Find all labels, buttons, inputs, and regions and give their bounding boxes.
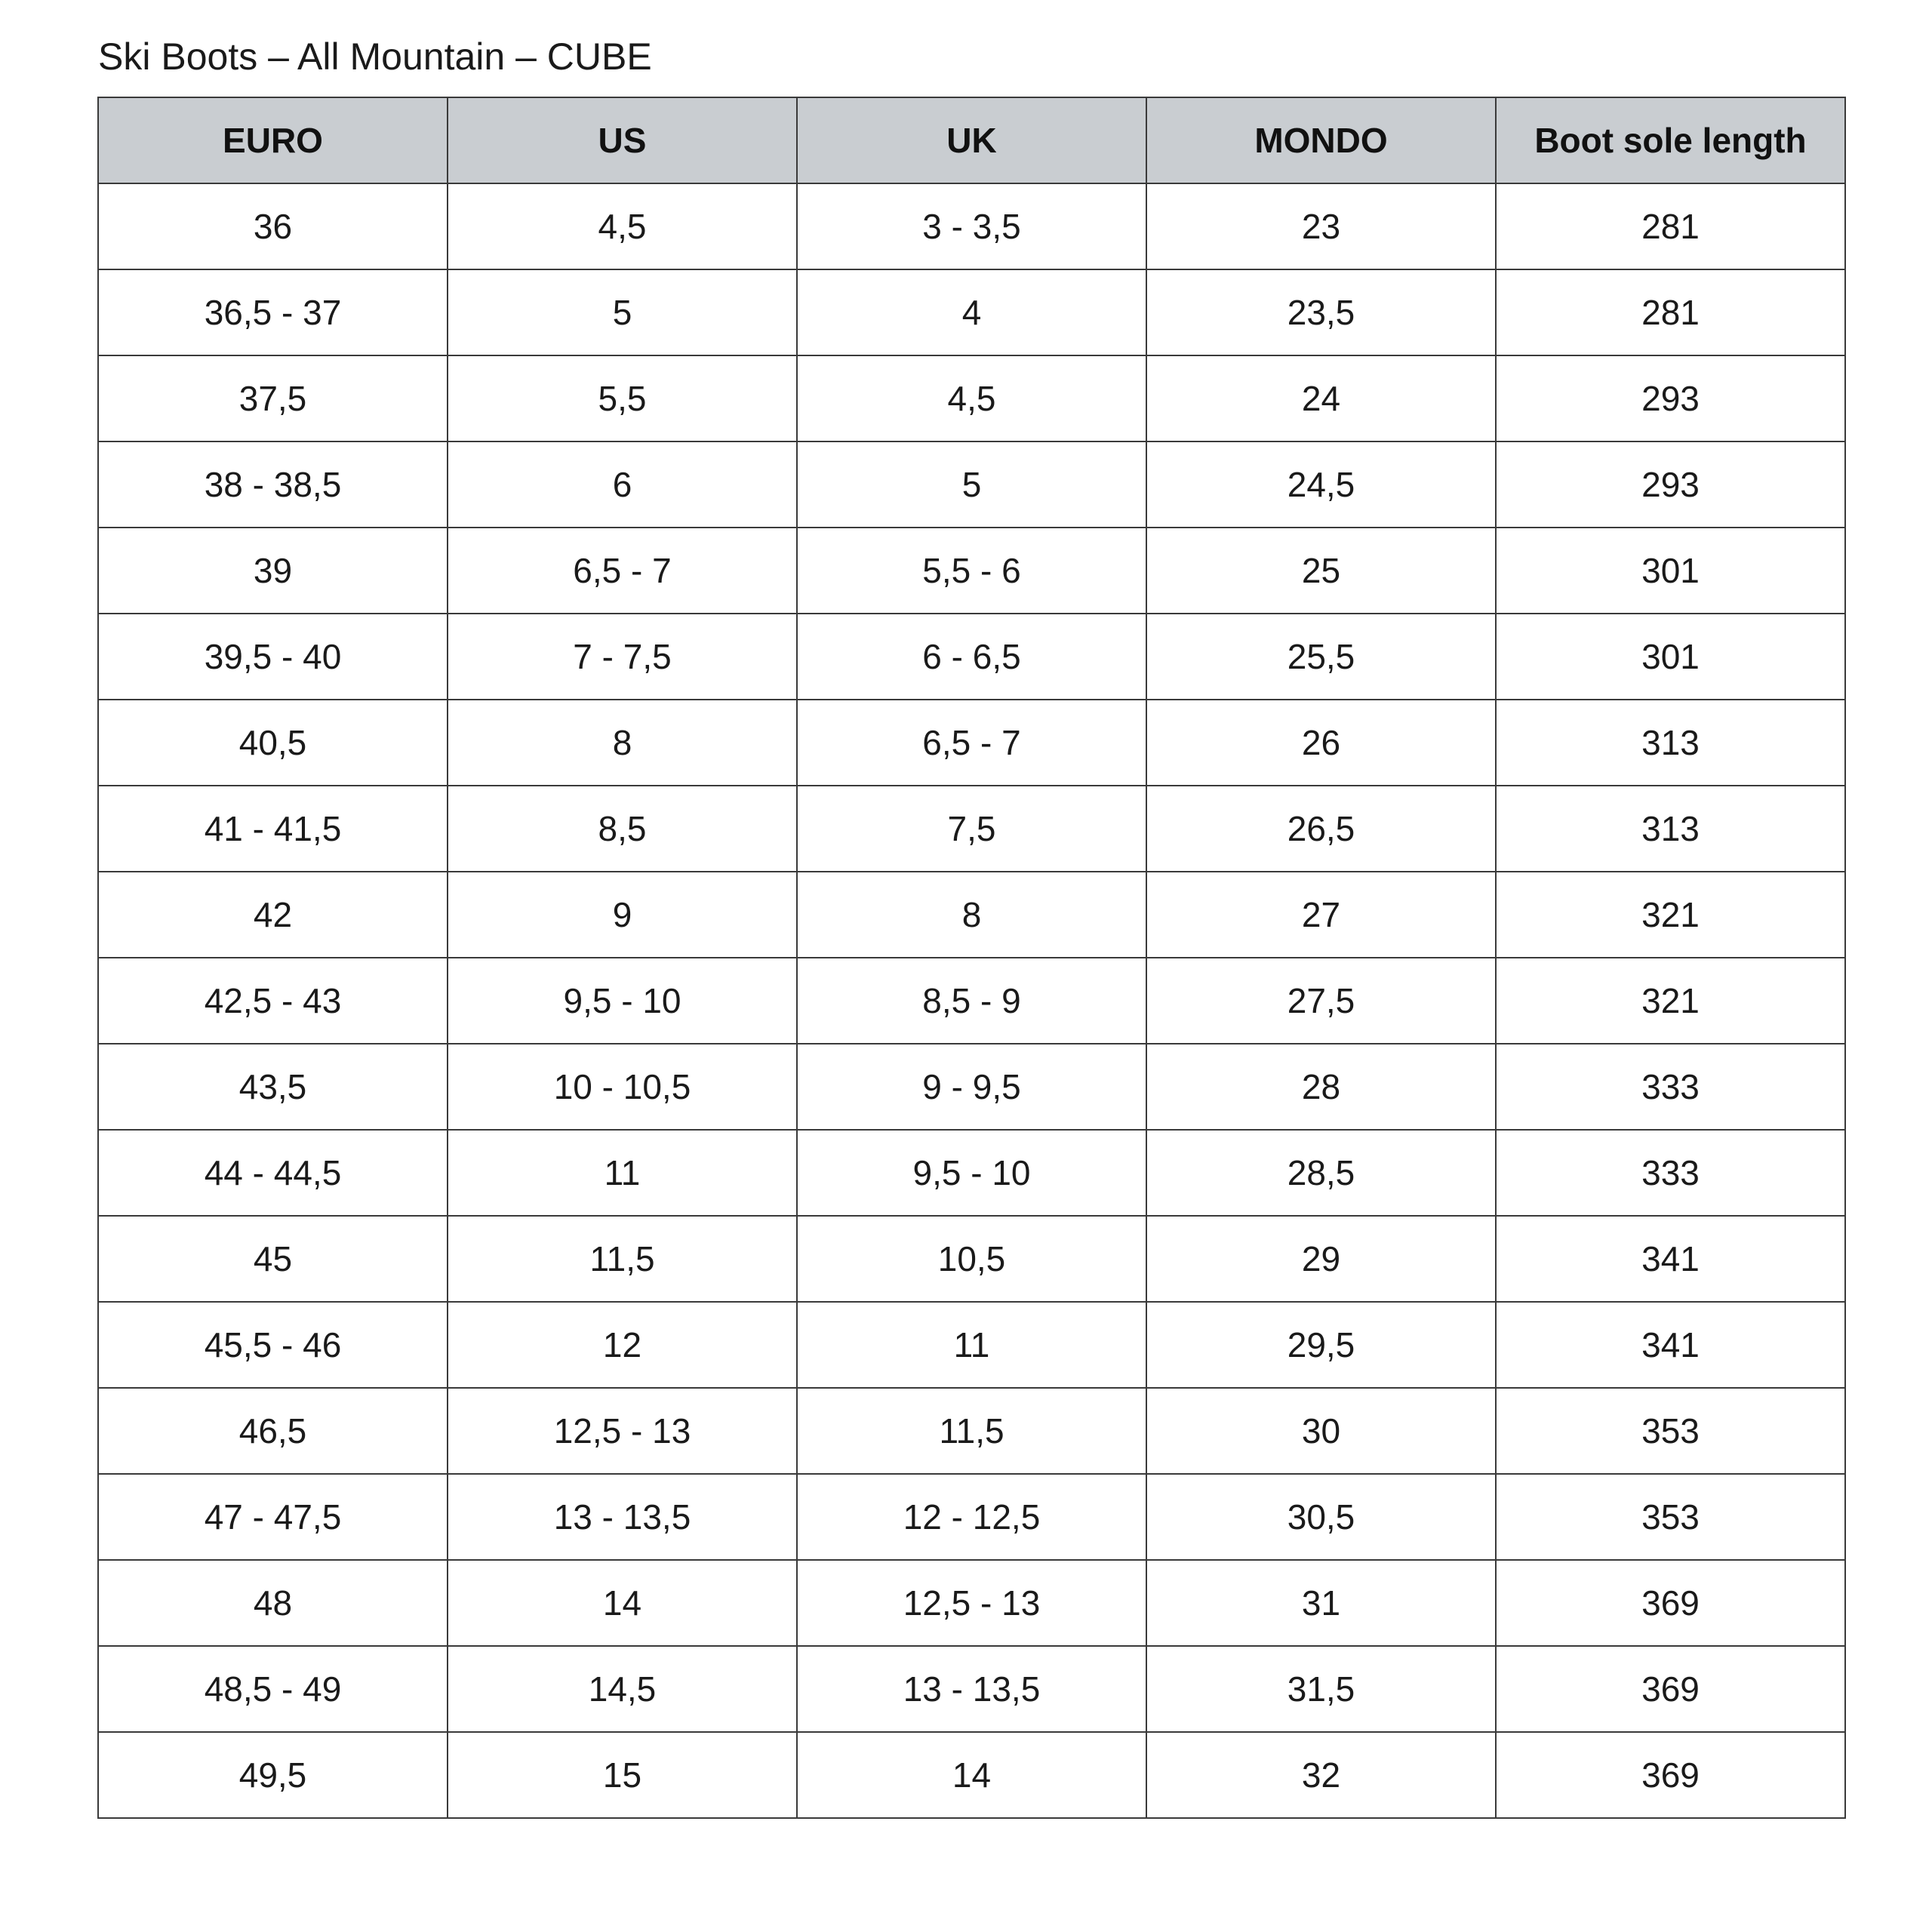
header-us: US: [448, 97, 797, 183]
header-euro: EURO: [98, 97, 448, 183]
euro-cell: 39: [98, 528, 448, 614]
table-row: [98, 269, 1845, 355]
uk-cell: 13 - 13,5: [797, 1646, 1146, 1732]
boot-sole-length-cell: 293: [1496, 441, 1845, 528]
us-cell: 11,5: [448, 1216, 797, 1302]
uk-cell: 4: [797, 269, 1146, 355]
euro-cell: 36: [98, 183, 448, 269]
us-cell: 7 - 7,5: [448, 614, 797, 700]
boot-sole-length-cell: 313: [1496, 786, 1845, 872]
table-row: [98, 786, 1845, 872]
table-row: [98, 1130, 1845, 1216]
uk-cell: 12,5 - 13: [797, 1560, 1146, 1646]
table-row: [98, 1302, 1845, 1388]
table-row: [98, 872, 1845, 958]
table-row: [98, 700, 1845, 786]
uk-cell: 5: [797, 441, 1146, 528]
boot-sole-length-cell: 369: [1496, 1560, 1845, 1646]
euro-cell: 45,5 - 46: [98, 1302, 448, 1388]
uk-cell: 12 - 12,5: [797, 1474, 1146, 1560]
boot-sole-length-cell: 341: [1496, 1302, 1845, 1388]
table-row: [98, 1216, 1845, 1302]
table-header: [98, 97, 1845, 183]
mondo-cell: 32: [1146, 1732, 1496, 1818]
euro-cell: 49,5: [98, 1732, 448, 1818]
boot-sole-length-cell: 353: [1496, 1474, 1845, 1560]
boot-sole-length-cell: 369: [1496, 1646, 1845, 1732]
boot-sole-length-cell: 281: [1496, 183, 1845, 269]
us-cell: 12,5 - 13: [448, 1388, 797, 1474]
table-row: [98, 958, 1845, 1044]
mondo-cell: 30: [1146, 1388, 1496, 1474]
boot-sole-length-cell: 333: [1496, 1130, 1845, 1216]
euro-cell: 36,5 - 37: [98, 269, 448, 355]
table-row: [98, 1646, 1845, 1732]
uk-cell: 6,5 - 7: [797, 700, 1146, 786]
uk-cell: 10,5: [797, 1216, 1146, 1302]
euro-cell: 48,5 - 49: [98, 1646, 448, 1732]
boot-sole-length-cell: 341: [1496, 1216, 1845, 1302]
us-cell: 9: [448, 872, 797, 958]
euro-cell: 38 - 38,5: [98, 441, 448, 528]
uk-cell: 3 - 3,5: [797, 183, 1146, 269]
us-cell: 5,5: [448, 355, 797, 441]
mondo-cell: 31,5: [1146, 1646, 1496, 1732]
us-cell: 9,5 - 10: [448, 958, 797, 1044]
header-mondo: MONDO: [1146, 97, 1496, 183]
us-cell: 11: [448, 1130, 797, 1216]
mondo-cell: 24,5: [1146, 441, 1496, 528]
mondo-cell: 30,5: [1146, 1474, 1496, 1560]
uk-cell: 5,5 - 6: [797, 528, 1146, 614]
uk-cell: 4,5: [797, 355, 1146, 441]
mondo-cell: 28: [1146, 1044, 1496, 1130]
boot-sole-length-cell: 353: [1496, 1388, 1845, 1474]
us-cell: 13 - 13,5: [448, 1474, 797, 1560]
table-row: [98, 1732, 1845, 1818]
mondo-cell: 26,5: [1146, 786, 1496, 872]
uk-cell: 14: [797, 1732, 1146, 1818]
size-chart-table: [97, 97, 1846, 1819]
boot-sole-length-cell: 321: [1496, 872, 1845, 958]
table-row: [98, 528, 1845, 614]
boot-sole-length-cell: 313: [1496, 700, 1845, 786]
table-row: [98, 1560, 1845, 1646]
us-cell: 14,5: [448, 1646, 797, 1732]
page-title: Ski Boots – All Mountain – CUBE: [98, 35, 652, 78]
uk-cell: 11,5: [797, 1388, 1146, 1474]
table-row: [98, 1388, 1845, 1474]
euro-cell: 39,5 - 40: [98, 614, 448, 700]
euro-cell: 40,5: [98, 700, 448, 786]
us-cell: 6,5 - 7: [448, 528, 797, 614]
euro-cell: 42: [98, 872, 448, 958]
euro-cell: 41 - 41,5: [98, 786, 448, 872]
mondo-cell: 25: [1146, 528, 1496, 614]
us-cell: 6: [448, 441, 797, 528]
euro-cell: 44 - 44,5: [98, 1130, 448, 1216]
us-cell: 5: [448, 269, 797, 355]
us-cell: 4,5: [448, 183, 797, 269]
mondo-cell: 23,5: [1146, 269, 1496, 355]
mondo-cell: 25,5: [1146, 614, 1496, 700]
table-row: [98, 614, 1845, 700]
euro-cell: 46,5: [98, 1388, 448, 1474]
uk-cell: 9 - 9,5: [797, 1044, 1146, 1130]
boot-sole-length-cell: 293: [1496, 355, 1845, 441]
table-row: [98, 441, 1845, 528]
header-row: [98, 97, 1845, 183]
table-row: [98, 355, 1845, 441]
euro-cell: 45: [98, 1216, 448, 1302]
us-cell: 15: [448, 1732, 797, 1818]
us-cell: 14: [448, 1560, 797, 1646]
us-cell: 12: [448, 1302, 797, 1388]
euro-cell: 37,5: [98, 355, 448, 441]
boot-sole-length-cell: 301: [1496, 528, 1845, 614]
us-cell: 8: [448, 700, 797, 786]
table-row: [98, 183, 1845, 269]
table-body: [98, 183, 1845, 1818]
mondo-cell: 29: [1146, 1216, 1496, 1302]
us-cell: 8,5: [448, 786, 797, 872]
mondo-cell: 28,5: [1146, 1130, 1496, 1216]
mondo-cell: 29,5: [1146, 1302, 1496, 1388]
mondo-cell: 23: [1146, 183, 1496, 269]
euro-cell: 43,5: [98, 1044, 448, 1130]
us-cell: 10 - 10,5: [448, 1044, 797, 1130]
uk-cell: 8,5 - 9: [797, 958, 1146, 1044]
mondo-cell: 27: [1146, 872, 1496, 958]
mondo-cell: 31: [1146, 1560, 1496, 1646]
uk-cell: 9,5 - 10: [797, 1130, 1146, 1216]
header-boot-sole-length: Boot sole length: [1496, 97, 1845, 183]
boot-sole-length-cell: 321: [1496, 958, 1845, 1044]
euro-cell: 47 - 47,5: [98, 1474, 448, 1560]
mondo-cell: 27,5: [1146, 958, 1496, 1044]
uk-cell: 8: [797, 872, 1146, 958]
uk-cell: 11: [797, 1302, 1146, 1388]
mondo-cell: 26: [1146, 700, 1496, 786]
header-uk: UK: [797, 97, 1146, 183]
uk-cell: 7,5: [797, 786, 1146, 872]
boot-sole-length-cell: 301: [1496, 614, 1845, 700]
boot-sole-length-cell: 369: [1496, 1732, 1845, 1818]
boot-sole-length-cell: 333: [1496, 1044, 1845, 1130]
mondo-cell: 24: [1146, 355, 1496, 441]
uk-cell: 6 - 6,5: [797, 614, 1146, 700]
table-row: [98, 1474, 1845, 1560]
table-row: [98, 1044, 1845, 1130]
euro-cell: 42,5 - 43: [98, 958, 448, 1044]
boot-sole-length-cell: 281: [1496, 269, 1845, 355]
euro-cell: 48: [98, 1560, 448, 1646]
